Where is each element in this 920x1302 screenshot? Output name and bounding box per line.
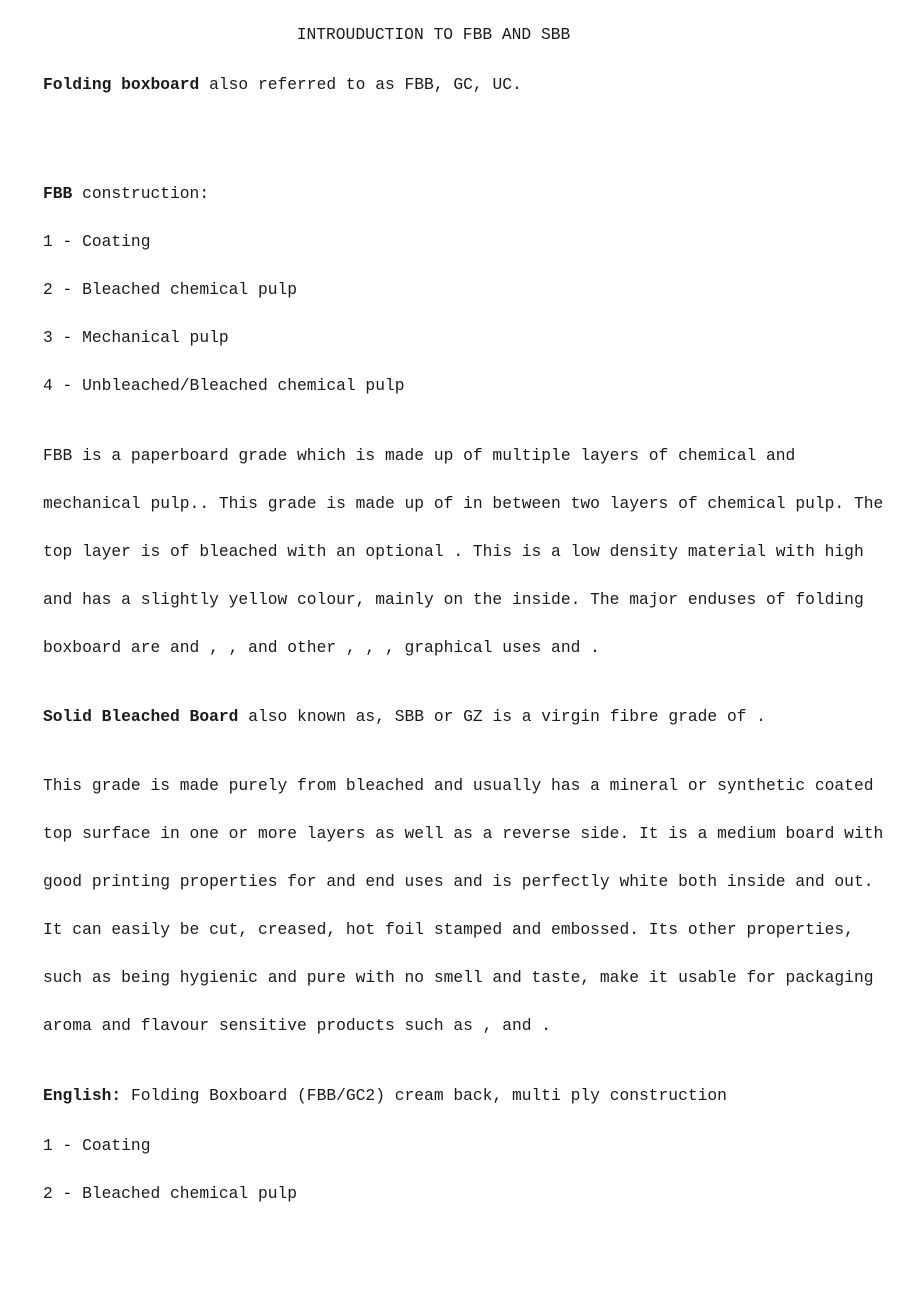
english-layer-item: 1 - Coating (43, 1136, 151, 1155)
sbb-description-line: such as being hygienic and pure with no smell and taste, make it usable for packaging (43, 968, 874, 987)
fbb-layer-item: 2 - Bleached chemical pulp (43, 280, 298, 299)
intro-bold-text: Folding boxboard (43, 75, 200, 94)
english-heading-bold-text: English: (43, 1086, 122, 1105)
fbb-construction-bold-text: FBB (43, 184, 73, 203)
fbb-construction-heading (43, 170, 890, 218)
document-title: INTROUDUCTION TO FBB AND SBB (296, 25, 571, 44)
sbb-intro-bold-text: Solid Bleached Board (43, 707, 239, 726)
fbb-layer-item: 3 - Mechanical pulp (43, 328, 229, 347)
fbb-layer-item: 4 - Unbleached/Bleached chemical pulp (43, 376, 405, 395)
sbb-description-line: top surface in one or more layers as well as a reverse side. It is a medium board with (43, 824, 884, 843)
sbb-description-line: It can easily be cut, creased, hot foil stamped and embossed. Its other properties, (43, 920, 854, 939)
intro-rest-text: also referred to as FBB, GC, UC. (199, 75, 522, 94)
english-heading (43, 1072, 890, 1120)
intro-paragraph (43, 61, 890, 109)
fbb-description-line: top layer is of bleached with an optional . This is a low density material with high (43, 542, 864, 561)
english-heading-rest-text: Folding Boxboard (FBB/GC2) cream back, multi ply construction (121, 1086, 727, 1105)
fbb-description-line: and has a slightly yellow colour, mainly on the inside. The major enduses of folding (43, 590, 864, 609)
sbb-intro-paragraph (43, 693, 890, 741)
sbb-description-line: This grade is made purely from bleached and usually has a mineral or synthetic coated (43, 776, 874, 795)
sbb-description-line: good printing properties for and end uses and is perfectly white both inside and out. (43, 872, 874, 891)
fbb-layer-item: 1 - Coating (43, 232, 151, 251)
sbb-description-line: aroma and flavour sensitive products such as , and . (43, 1016, 552, 1035)
fbb-description-line: mechanical pulp.. This grade is made up of in between two layers of chemical pulp. The (43, 494, 884, 513)
fbb-description-line: boxboard are and , , and other , , , graphical uses and . (43, 638, 600, 657)
english-layer-item: 2 - Bleached chemical pulp (43, 1184, 298, 1203)
sbb-intro-rest-text: also known as, SBB or GZ is a virgin fibre grade of . (238, 707, 767, 726)
fbb-description-line: FBB is a paperboard grade which is made up of multiple layers of chemical and (43, 446, 796, 465)
fbb-construction-rest-text: construction: (72, 184, 210, 203)
